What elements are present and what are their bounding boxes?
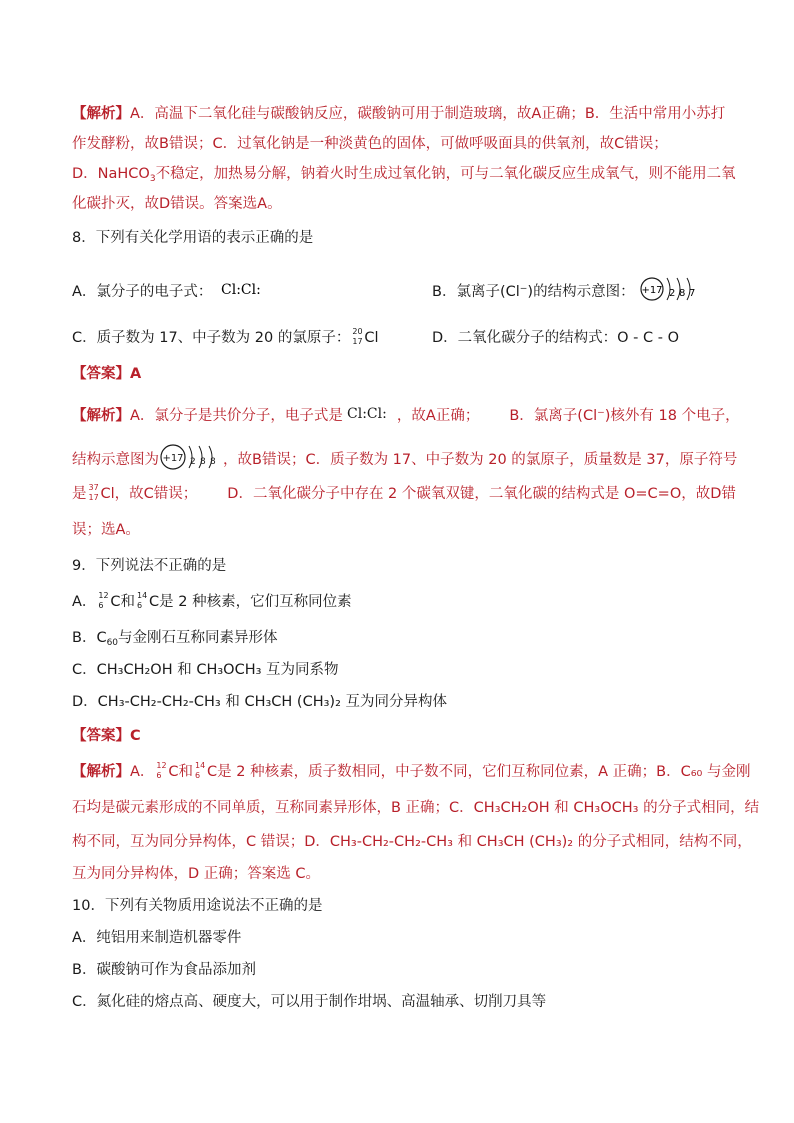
explanation-text: ，故C错误； (114, 486, 198, 502)
explanation-text: 化碳扑灭，故D错误。答案选A。 (72, 196, 282, 212)
explanation-text: B．氯离子(Cl⁻)核外有 18 个电子， (509, 408, 740, 424)
mass-number: 37 (88, 483, 99, 492)
explanation-tag: 【解析】 (72, 106, 130, 122)
shell-electrons: 8 (679, 288, 686, 299)
q8-explanation-line (72, 442, 737, 478)
explanation-text: ，故A正确； (396, 408, 480, 424)
q8-explanation-line (72, 400, 740, 432)
q9-answer (72, 726, 141, 746)
formula-text: D．NaHCO (72, 166, 150, 182)
mass-number: 12 (156, 761, 167, 770)
nuclide-notation (193, 762, 207, 782)
explanation-line (72, 104, 725, 124)
mass-number: 12 (98, 591, 109, 600)
mass-number: 14 (137, 591, 148, 600)
formula-label: Cl:Cl: (221, 282, 261, 298)
option-text: C．质子数为 17、中子数为 20 的氯原子： (72, 330, 351, 346)
q9-option-a (72, 592, 352, 612)
atomic-number: 6 (156, 771, 162, 780)
explanation-text: ，故B错误；C．质子数为 17、中子数为 20 的氯原子，质量数是 37，原子符号 (223, 452, 738, 468)
atomic-number: 6 (137, 601, 143, 610)
option-text: C和 (110, 594, 136, 610)
atomic-number: 6 (195, 771, 201, 780)
nuclide-notation (135, 592, 149, 612)
question-8-stem: 8．下列有关化学用语的表示正确的是 (72, 230, 314, 246)
nucleus-charge: +17 (162, 453, 184, 464)
chlorine-lewis-structure (217, 276, 271, 308)
q8-explanation-line (72, 484, 736, 504)
q8-option-c (72, 328, 379, 348)
element-symbol: Cl (364, 330, 379, 346)
q9-option-c: C．CH₃CH₂OH 和 CH₃OCH₃ 互为同系物 (72, 662, 339, 678)
q9-explanation-line: 互为同分异构体，D 正确；答案选 C。 (72, 866, 321, 882)
explanation-line (72, 194, 282, 214)
explanation-line (72, 134, 668, 154)
explanation-text: A． (130, 764, 155, 780)
q10-option-a: A．纯铝用来制造机器零件 (72, 930, 242, 946)
answer-tag: 【答案】 (72, 366, 130, 382)
q8-option-d: D．二氧化碳分子的结构式：O - C - O (432, 330, 680, 346)
explanation-text: C和 (168, 764, 194, 780)
q8-option-a (72, 276, 271, 308)
mass-number: 14 (195, 761, 206, 770)
nuclide-notation (154, 762, 168, 782)
atomic-number: 17 (352, 337, 363, 346)
nucleus-charge: +17 (641, 285, 663, 296)
formula-label: Cl:Cl: (346, 406, 387, 422)
chloride-ion-structure-diagram (639, 274, 703, 310)
subscript: 3 (149, 174, 156, 184)
mass-number: 20 (352, 327, 363, 336)
q8-explanation-line: 误；选A。 (72, 522, 140, 538)
nuclide-notation (350, 328, 364, 348)
option-letter: A． (72, 594, 97, 610)
explanation-text: C是 2 种核素，质子数相同，中子数不同，它们互称同位素，A 正确；B．C₆₀ 与金刚 (207, 764, 751, 780)
atomic-number: 6 (98, 601, 104, 610)
option-text: B．C (72, 630, 107, 646)
explanation-text: A．氯分子是共价分子，电子式是 (130, 408, 343, 424)
chloride-ion-structure-diagram (159, 442, 223, 478)
option-text: B．氯离子(Cl⁻)的结构示意图： (432, 284, 635, 300)
q9-explanation-line: 构不同，互为同分异构体，C 错误；D．CH₃-CH₂-CH₂-CH₃ 和 CH₃CH (CH₃)₂ 的分子式相同，结构不同， (72, 834, 752, 850)
subscript: 60 (106, 638, 119, 648)
explanation-text: 结构示意图为 (72, 452, 159, 468)
option-text: C是 2 种核素，它们互称同位素 (149, 594, 352, 610)
answer-value: A (130, 366, 142, 382)
shell-electrons: 2 (669, 288, 676, 299)
q10-option-c: C．氮化硅的熔点高、硬度大，可以用于制作坩埚、高温轴承、切削刀具等 (72, 994, 547, 1010)
option-text: A．氯分子的电子式： (72, 284, 213, 300)
q10-option-b: B．碳酸钠可作为食品添加剂 (72, 962, 256, 978)
question-9-stem: 9．下列说法不正确的是 (72, 558, 227, 574)
explanation-text: 作发酵粉，故B错误；C．过氧化钠是一种淡黄色的固体，可做呼吸面具的供氧剂，故C错误； (72, 136, 668, 152)
explanation-text: 不稳定，加热易分解，钠着火时生成过氧化钠，可与二氧化碳反应生成氧气，则不能用二氧 (155, 166, 736, 182)
answer-tag: 【答案】 (72, 728, 130, 744)
explanation-text: A．高温下二氧化硅与碳酸钠反应，碳酸钠可用于制造玻璃，故A正确；B．生活中常用小苏打 (130, 106, 726, 122)
shell-electrons: 7 (689, 288, 696, 299)
element-symbol: Cl (100, 486, 115, 502)
nuclide-notation (87, 484, 101, 504)
atomic-number: 17 (88, 493, 99, 502)
q9-explanation-line: 石均是碳元素形成的不同单质，互称同素异形体，B 正确；C．CH₃CH₂OH 和 CH₃OCH₃ 的分子式相同，结 (72, 800, 760, 816)
q8-option-b (432, 274, 703, 310)
chlorine-lewis-structure (343, 400, 397, 432)
nuclide-notation (96, 592, 110, 612)
explanation-tag: 【解析】 (72, 764, 130, 780)
explanation-tag: 【解析】 (72, 408, 130, 424)
shell-electrons: 8 (210, 457, 216, 467)
q9-option-d: D．CH₃-CH₂-CH₂-CH₃ 和 CH₃CH (CH₃)₂ 互为同分异构体 (72, 694, 447, 710)
option-text: 与金刚石互称同素异形体 (118, 630, 278, 646)
q9-explanation-line (72, 762, 750, 782)
question-10-stem: 10．下列有关物质用途说法不正确的是 (72, 898, 323, 914)
shell-electrons: 8 (200, 457, 206, 467)
explanation-text: 是 (72, 486, 87, 502)
q8-answer (72, 364, 141, 384)
explanation-text: D．二氧化碳分子中存在 2 个碳氧双键，二氧化碳的结构式是 O=C=O，故D错 (227, 486, 736, 502)
answer-value: C (130, 728, 141, 744)
shell-electrons: 2 (190, 457, 196, 467)
q9-option-b (72, 628, 278, 653)
explanation-line (72, 164, 736, 189)
